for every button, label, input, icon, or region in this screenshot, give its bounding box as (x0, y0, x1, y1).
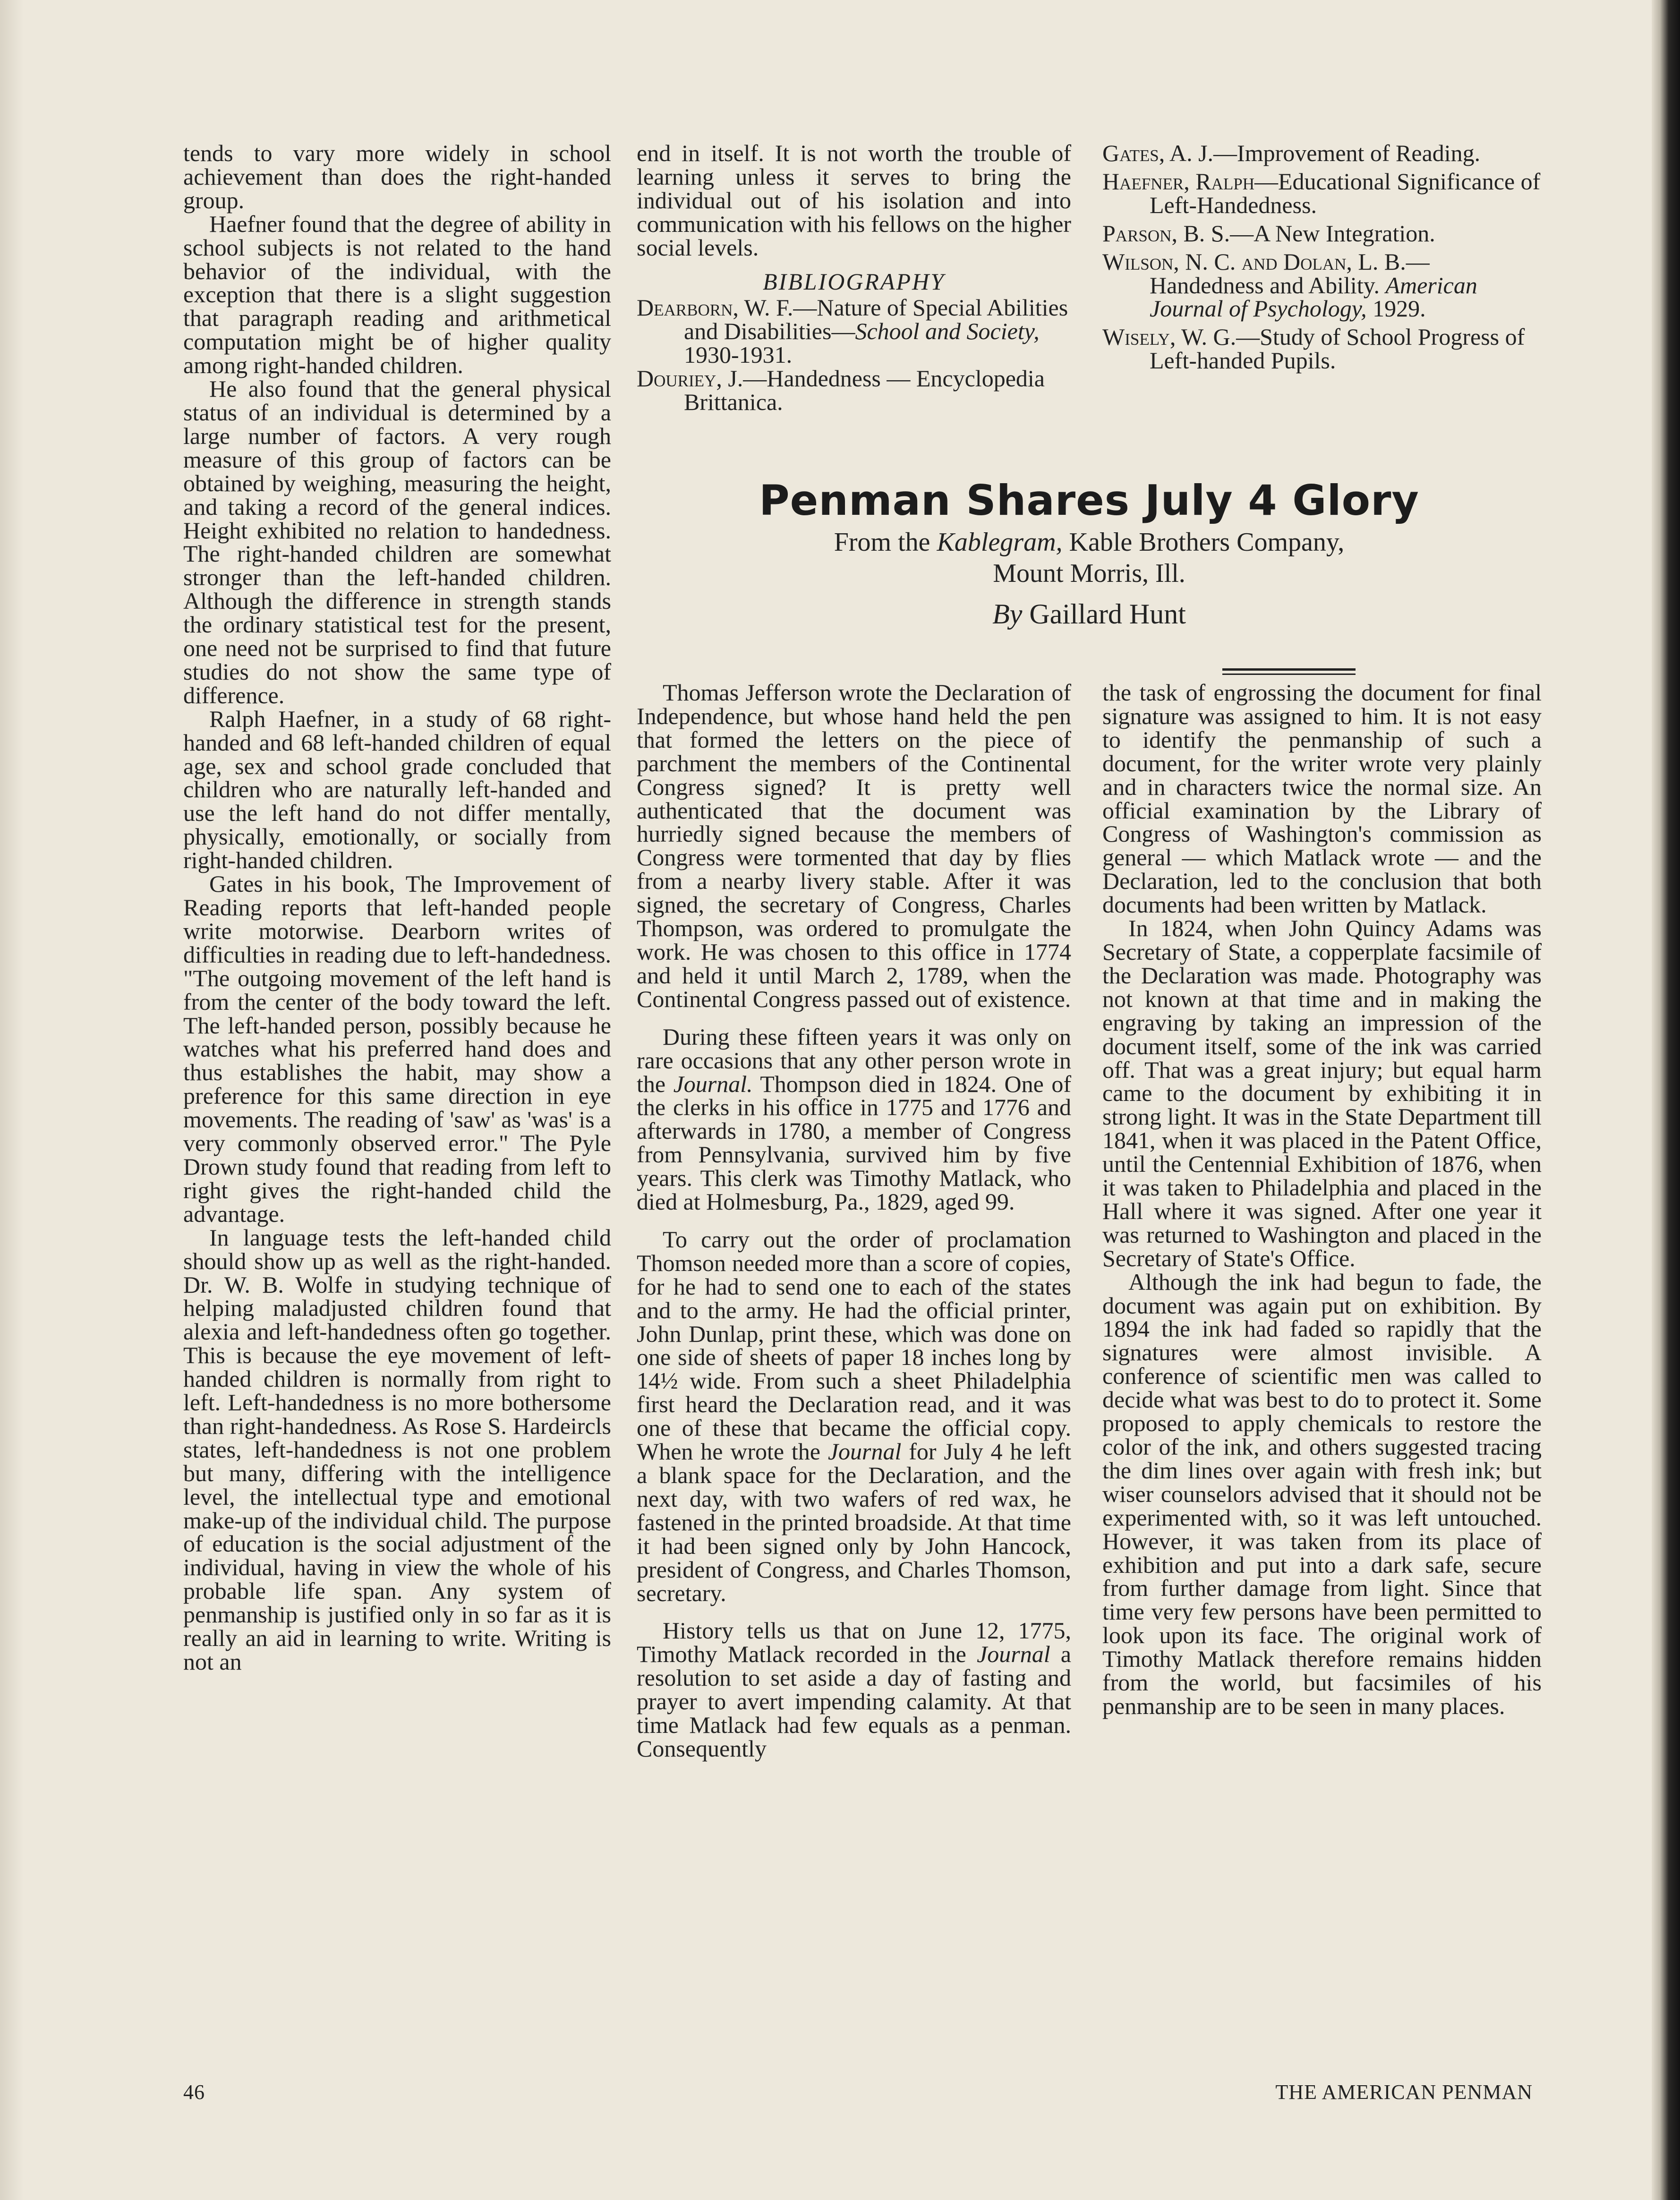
page-edge (1652, 0, 1680, 2200)
paragraph: He also found that the general physical status of an individual is determined by a large number of factors. A very rough measure of this group of factors can be obtained by weighing, measuring the height, and taking a record of the general indices. Height exhibited no relation to handedness. The right-handed children are somewhat stronger than the left-handed children. Although the difference in strength stands the ordinary statistical test for the present, one need not be surprised to find that future studies do not show the same type of difference. (183, 375, 611, 708)
page-number: 46 (183, 2081, 205, 2104)
text-run: To carry out the order of proclamation Thomson needed more than a score of copies, for he had to send one to each of the states and to the army. He had the official printer, John Dunlap, print these, which was done on one side of sheets of paper 18 inches long by 14½ wide. From such a sheet Philadelphia first heard the Declaration read, and it was one of these that became the official copy. When he wrote the (637, 1226, 1071, 1465)
source-publication: Kablegram, (937, 528, 1063, 557)
text-run: During these fifteen years it was only on rare occasions that any other person wrote in the (637, 1023, 1071, 1097)
ref-author: Parson, B. S. (1102, 220, 1230, 247)
running-head: THE AMERICAN PENMAN (1275, 2081, 1533, 2104)
column-5 (1102, 681, 1542, 1718)
ref-author: Haefner, Ralph (1102, 168, 1254, 195)
ref-text: —Study of School Progress of Left-handed Pupils. (1150, 324, 1525, 374)
text-run: a resolution to set aside a day of fasting and prayer to avert impending calamity. At that time Matlack had few equals as a penman. Consequently (637, 1641, 1071, 1762)
bib-title: School and Society, (855, 318, 1040, 345)
column-4 (637, 681, 1071, 1761)
article-source (637, 527, 1542, 558)
bibliography-heading: BIBLIOGRAPHY (763, 268, 945, 295)
paragraph: Although the ink had begun to fade, the document was again put on exhibition. By 1894 the ink had faded so rapidly that the signatures were almost invisible. A conference of scientific men was called to decide what was best to do to protect it. Some proposed to apply chemicals to restore the color of the ink, and others suggested tracing the dim lines over again with fresh ink; but wiser counselors advised that it should not be experimented with, so it was left untouched. However, it was taken from its place of exhibition and put into a dark safe, secure from further damage from light. Since that time very few persons have been permitted to look upon its face. The original work of Timothy Matlack therefore remains hidden from the world, but facsimiles of his penmanship are to be seen in many places. (1102, 1268, 1542, 1719)
page-shadow (0, 0, 24, 2200)
paragraph: In 1824, when John Quincy Adams was Secretary of State, a copperplate facsimile of the Declaration was made. Photography was not known at that time and in making the engraving by taking an impression of the document itself, some of the ink was carried off. That was a great injury; but equal harm came to the document by exhibiting it in strong light. It was in the State Department till 1841, when it was placed in the Patent Office, until the Centennial Exhibition of 1876, when it was taken to Philadelphia and placed in the Hall where it was signed. After one year it was returned to Washington and placed in the Secretary of State's Office. (1102, 915, 1542, 1271)
ref-author: Wilson, N. C. and Dolan, L. B. (1102, 248, 1406, 275)
paragraph (637, 1025, 1071, 1214)
column-3 (1102, 142, 1542, 377)
column-1 (183, 142, 611, 1674)
text-run: for July 4 he left a blank space for the Declaration, and the next day, with two wafers of red wax, he fastened in the printed broadside. At that time it had been signed only by John Hancock, president of Congress, and Charles Thomson, secretary. (637, 1438, 1071, 1606)
article-title: Penman Shares July 4 Glory (759, 476, 1419, 525)
bib-author: Dearborn, W. F. (637, 294, 793, 321)
text-run: History tells us that on June 12, 1775, Timothy Matlack recorded in the (637, 1617, 1071, 1668)
paragraph: Thomas Jefferson wrote the Declaration of Independence, but whose hand held the pen that formed the letters on the piece of parchment the members of the Continental Congress signed? It is pretty well authenticated that the document was hurriedly signed because the members of Congress were tormented that day by flies from a nearby livery stable. After it was signed, the secretary of Congress, Charles Thompson, was ordered to promulgate the work. He was chosen to this office in 1774 and held it until March 2, 1789, when the Continental Congress passed out of existence. (637, 679, 1071, 1012)
ref-text: —A New Integration. (1230, 220, 1435, 247)
bib-text: —Nature of Special Abilities and Disabilities— (684, 294, 1068, 345)
paragraph (637, 1228, 1071, 1605)
paragraph: Haefner found that the degree of ability in school subjects is not related to the hand behavior of the individual, with the exception that there is a slight suggestion that paragraph reading and arithmetical computation might be of higher quality among right-handed children. (183, 210, 611, 379)
bib-author: Douriey, J. (637, 365, 743, 392)
source-prefix: From the (834, 528, 937, 557)
text-run: Thompson died in 1824. One of the clerks in his office in 1775 and 1776 and afterwards in 1780, a member of Congress from Pennsylvania, survived him by five years. This clerk was Timothy Matlack, who died at Holmesburg, Pa., 1829, aged 99. (637, 1070, 1071, 1215)
ref-text: — Handedness and Ability. (1150, 248, 1430, 298)
paragraph (637, 1619, 1071, 1760)
byline-prefix: By (992, 598, 1023, 630)
source-suffix: Kable Brothers Company, (1062, 528, 1345, 557)
byline (637, 597, 1542, 631)
ref-text: —Improvement of Reading. (1213, 140, 1481, 166)
journal-title: Journal. (673, 1070, 753, 1097)
ref-title: American Journal of Psychology, (1150, 272, 1477, 322)
bibliography-entry (637, 367, 1071, 414)
title-rule (1222, 668, 1356, 675)
byline-name: Gaillard Hunt (1022, 598, 1186, 630)
paragraph: end in itself. It is not worth the trouble of learning unless it serves to bring the individual out of his isolation and into communication with his fellows on the higher social levels. (637, 140, 1071, 261)
reference-entry (1102, 325, 1542, 373)
ref-year: 1929. (1366, 295, 1426, 322)
reference-entry (1102, 142, 1542, 165)
reference-entry (1102, 170, 1542, 217)
bib-text: —Handedness — Encyclopedia Brittanica. (684, 365, 1045, 416)
paragraph: tends to vary more widely in school achievement than does the right-handed group. (183, 140, 611, 213)
reference-entry (1102, 222, 1542, 246)
column-2 (637, 142, 1071, 414)
journal-title: Journal (827, 1438, 902, 1465)
bibliography-entry (637, 296, 1071, 367)
bib-year: 1930-1931. (684, 341, 793, 368)
paragraph: Gates in his book, The Improvement of Reading reports that left-handed people write motorwise. Dearborn writes of difficulties in reading due to left-handedness. "The outgoing movement of the left hand is from the center of the body toward the left. The left-handed person, possibly because he watches what his preferred hand does and thus establishes the habit, may show a preference for this same direction in eye movements. The reading of 'saw' as 'was' is a very commonly observed error." The Pyle Drown study found that reading from left to right gives the right-handed child the advantage. (183, 870, 611, 1227)
paragraph: Ralph Haefner, in a study of 68 right-handed and 68 left-handed children of equal age, sex and school grade concluded that children who are naturally left-handed and use the left hand do not differ mentally, physically, emotionally, or socially from right-handed children. (183, 705, 611, 874)
reference-entry (1102, 250, 1542, 321)
ref-author: Gates, A. J. (1102, 140, 1214, 166)
article-header (637, 475, 1542, 631)
journal-title: Journal (977, 1641, 1050, 1668)
ref-author: Wisely, W. G. (1102, 324, 1237, 350)
paragraph: the task of engrossing the document for final signature was assigned to him. It is not easy to identify the penmanship of such a document, for the writer wrote very plainly and in characters twice the normal size. An official examination by the Library of Congress of Washington's commission as general — which Matlack wrote — and the Declaration, led to the conclusion that both documents had been written by Matlack. (1102, 679, 1542, 918)
paragraph: In language tests the left-handed child should show up as well as the right-handed. Dr. W. B. Wolfe in studying technique of helping maladjusted children found that alexia and left-handedness often go together. This is because the eye movement of left-handed children is normally from right to left. Left-handedness is no more bothersome than right-handedness. As Rose S. Hardeircls states, left-handedness is not one problem but many, differing with the intelligence level, the intellectual type and emotional make-up of the individual child. The purpose of education is the social adjustment of the individual, having in view the whole of his probable life span. Any system of penmanship is justified only in so far as it is really an aid in learning to write. Writing is not an (183, 1224, 611, 1675)
ref-text: —Educational Significance of Left-Handedness. (1150, 168, 1541, 218)
source-location: Mount Morris, Ill. (993, 559, 1185, 588)
